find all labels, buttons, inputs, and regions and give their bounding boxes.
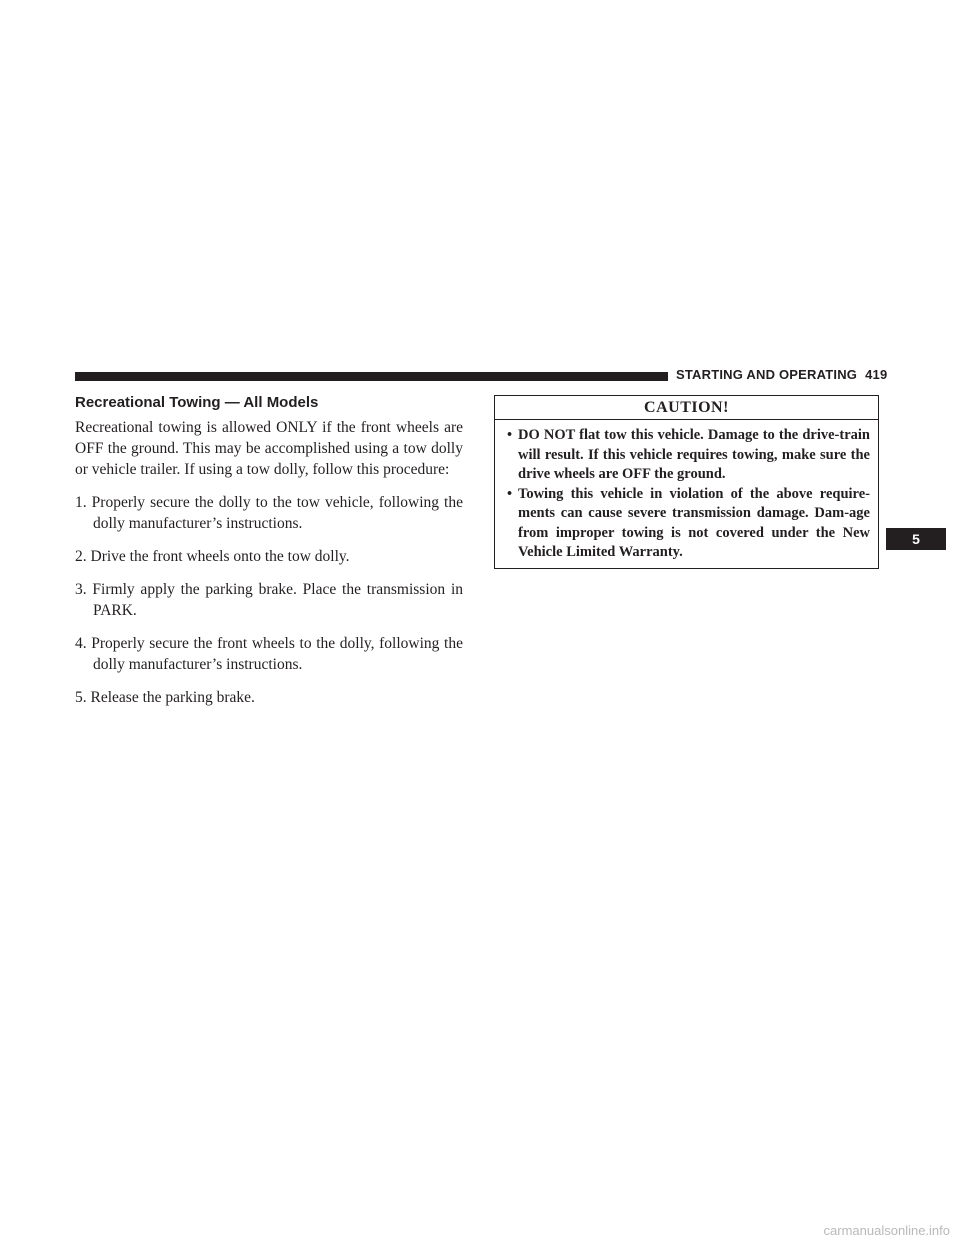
header-rule	[75, 372, 668, 381]
procedure-step: 2. Drive the front wheels onto the tow dolly.	[75, 548, 350, 565]
procedure-step: 1. Properly secure the dolly to the tow vehicle, following the dolly manufacturer’s instructions.	[75, 494, 463, 532]
chapter-tab: 5	[886, 528, 946, 550]
section-title: Recreational Towing — All Models	[75, 394, 319, 411]
procedure-step: 3. Firmly apply the parking brake. Place the transmission in PARK.	[75, 581, 463, 619]
intro-paragraph: Recreational towing is allowed ONLY if the front wheels are OFF the ground. This may be accomplished using a tow dolly or vehicle trailer. If using a tow dolly, follow this procedure:	[75, 419, 463, 478]
bullet-icon: •	[507, 485, 513, 502]
running-header	[676, 367, 887, 382]
watermark: carmanualsonline.info	[823, 1223, 950, 1238]
caution-item: • DO NOT flat tow this vehicle. Damage to the drive-train will result. If this vehicle requires towing, make sure the drive wheels are OFF the ground.	[507, 427, 870, 482]
procedure-step: 5. Release the parking brake.	[75, 689, 255, 706]
bullet-icon: •	[507, 427, 513, 443]
caution-title: CAUTION!	[644, 399, 729, 416]
caution-item: • Towing this vehicle in violation of the above require-ments can cause severe transmission damage. Dam-age from improper towing is not covered under the New Vehicle Limited Warranty.	[507, 485, 870, 560]
caution-list	[495, 420, 878, 563]
section-name: STARTING AND OPERATING	[676, 367, 858, 382]
procedure-step: 4. Properly secure the front wheels to the dolly, following the dolly manufacturer’s instructions.	[75, 635, 463, 673]
body-column	[75, 417, 463, 720]
procedure-list	[75, 492, 463, 708]
caution-box	[494, 395, 879, 569]
page-number: 419	[865, 367, 888, 382]
